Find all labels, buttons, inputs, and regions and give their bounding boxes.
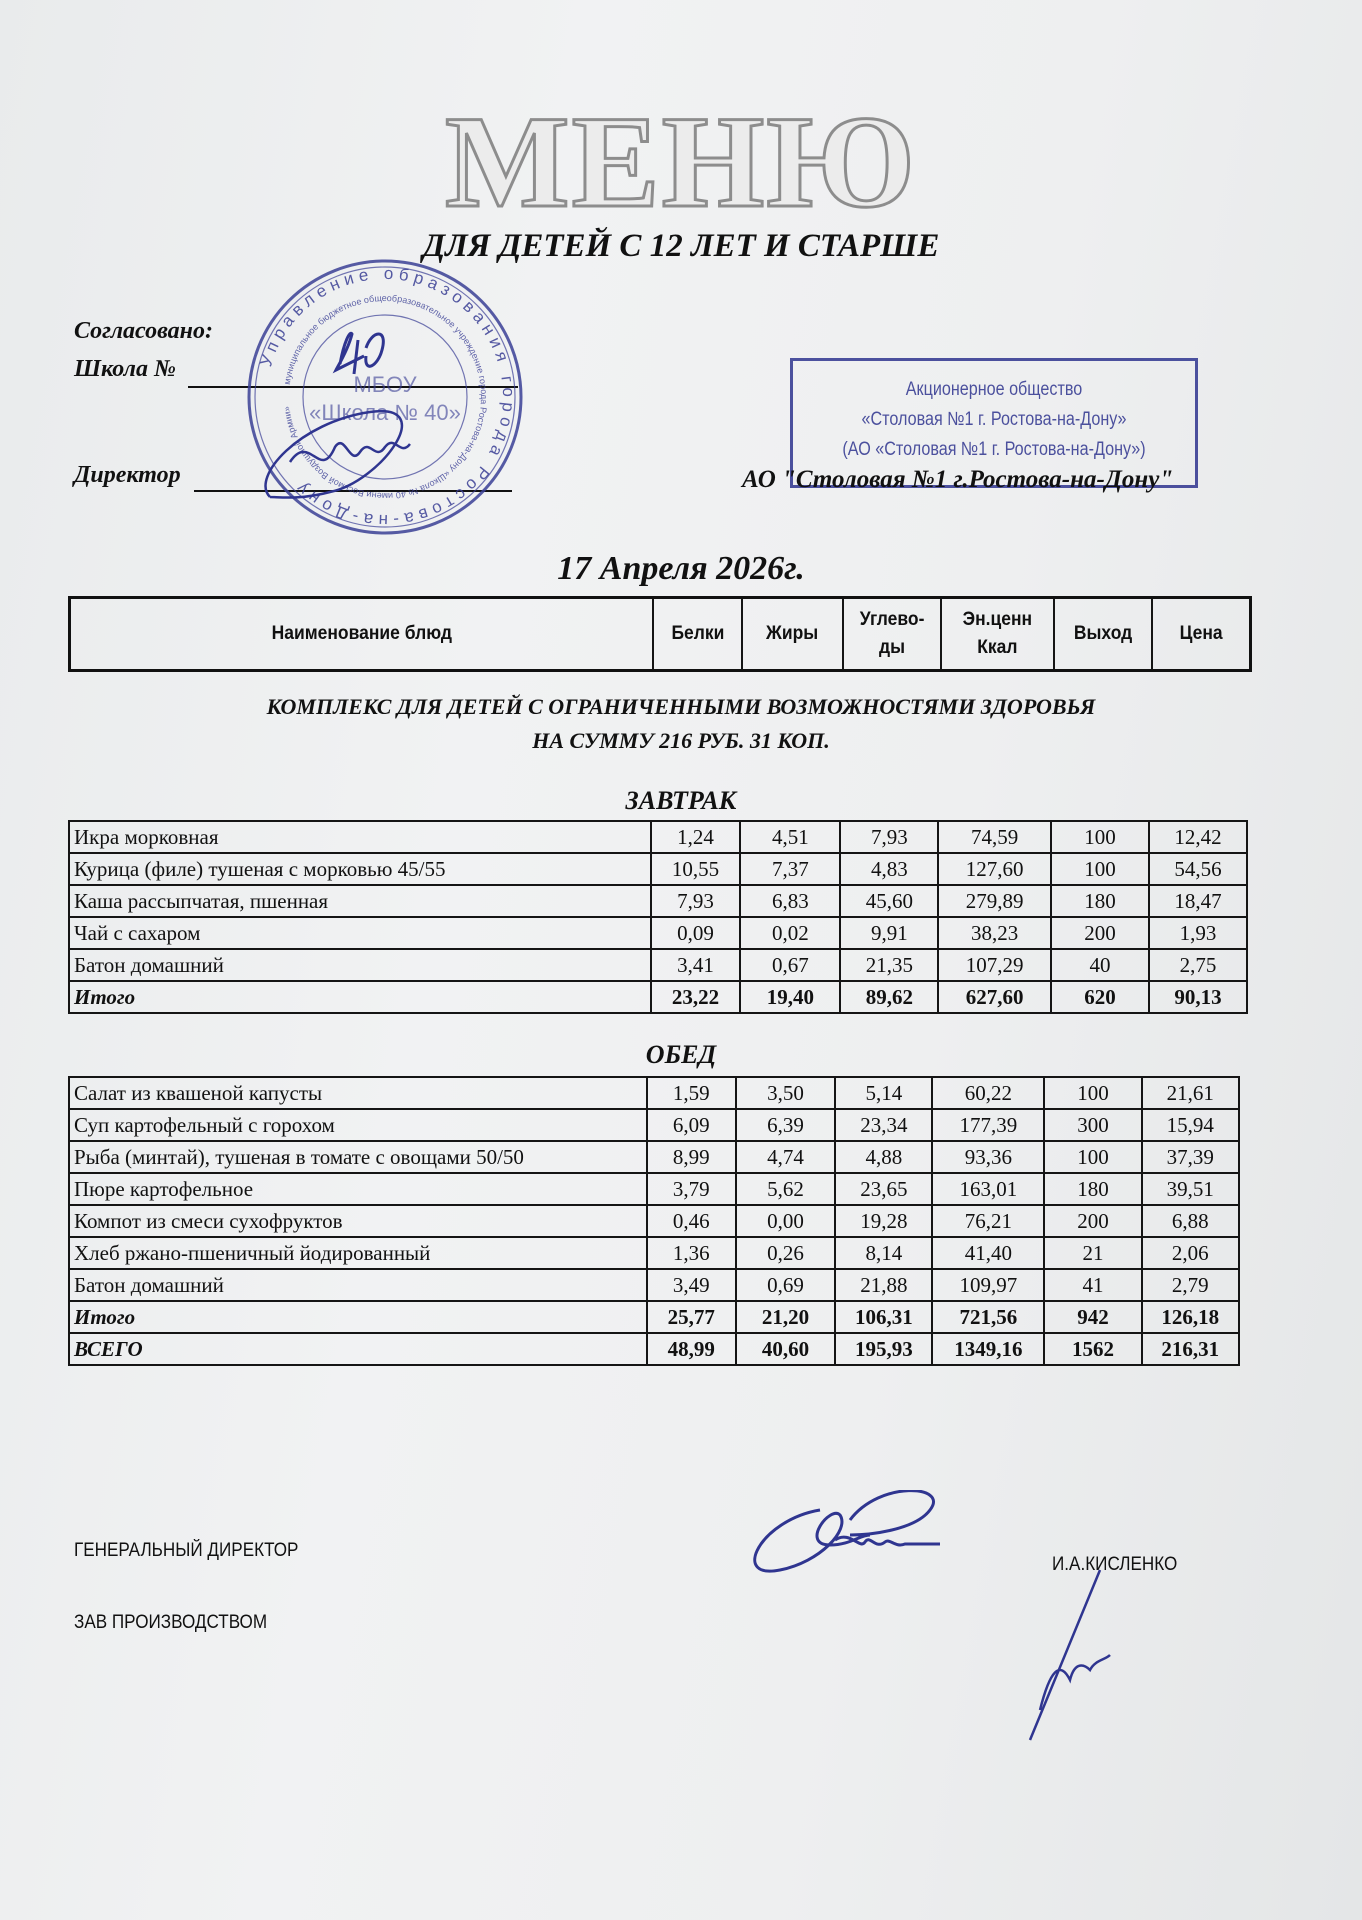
- dish-row: [69, 1237, 1239, 1269]
- dish-name: Итого: [69, 1301, 647, 1333]
- stamp-center-top: МБОУ: [353, 372, 417, 397]
- cell-protein: 3,41: [651, 949, 741, 981]
- breakfast-table: [68, 820, 1248, 1014]
- cell-kcal: 107,29: [938, 949, 1051, 981]
- cell-yield: 100: [1051, 853, 1149, 885]
- col-energy: [945, 598, 1049, 671]
- cell-price: 15,94: [1142, 1109, 1239, 1141]
- cell-carbs: 9,91: [840, 917, 938, 949]
- cell-yield: 200: [1044, 1205, 1141, 1237]
- cell-price: 18,47: [1149, 885, 1247, 917]
- cell-carbs: 21,35: [840, 949, 938, 981]
- col-yield: Выход: [1058, 598, 1148, 671]
- cell-fat: 3,50: [736, 1077, 835, 1109]
- dish-name: Батон домашний: [69, 1269, 647, 1301]
- dish-name: Батон домашний: [69, 949, 651, 981]
- cell-protein: 3,49: [647, 1269, 736, 1301]
- cell-protein: 7,93: [651, 885, 741, 917]
- school-label: Школа №: [74, 356, 176, 382]
- dish-row: [69, 1173, 1239, 1205]
- cell-kcal: 163,01: [932, 1173, 1044, 1205]
- total-row: [69, 1333, 1239, 1365]
- cell-kcal: 38,23: [938, 917, 1051, 949]
- dish-name: Рыба (минтай), тушеная в томате с овощами 50/50: [69, 1141, 647, 1173]
- cell-protein: 23,22: [651, 981, 741, 1013]
- col-carbs: [847, 598, 937, 671]
- dish-name: Икра морковная: [69, 821, 651, 853]
- cell-kcal: 76,21: [932, 1205, 1044, 1237]
- cell-protein: 48,99: [647, 1333, 736, 1365]
- stamp-outer-text: Управление образования города Ростова-на-Дону: [256, 263, 519, 531]
- cell-fat: 4,74: [736, 1141, 835, 1173]
- menu-subtitle: ДЛЯ ДЕТЕЙ С 12 ЛЕТ И СТАРШЕ: [422, 228, 940, 264]
- cell-protein: 8,99: [647, 1141, 736, 1173]
- supplier-stamp-line1: Акционерное общество: [905, 379, 1083, 400]
- cell-kcal: 74,59: [938, 821, 1051, 853]
- total-row: [69, 1301, 1239, 1333]
- lunch-title: ОБЕД: [645, 1040, 717, 1069]
- cell-kcal: 60,22: [932, 1077, 1044, 1109]
- cell-fat: 4,51: [740, 821, 840, 853]
- dish-name: Суп картофельный с горохом: [69, 1109, 647, 1141]
- cell-price: 2,06: [1142, 1237, 1239, 1269]
- cell-yield: 200: [1051, 917, 1149, 949]
- cell-price: 12,42: [1149, 821, 1247, 853]
- cell-yield: 620: [1051, 981, 1149, 1013]
- complex-title: КОМПЛЕКС ДЛЯ ДЕТЕЙ С ОГРАНИЧЕННЫМИ ВОЗМОЖНОСТЯМИ ЗДОРОВЬЯ: [266, 694, 1096, 719]
- general-director-label: ГЕНЕРАЛЬНЫЙ ДИРЕКТОР: [74, 1540, 299, 1561]
- cell-price: 54,56: [1149, 853, 1247, 885]
- cell-fat: 6,39: [736, 1109, 835, 1141]
- cell-price: 2,79: [1142, 1269, 1239, 1301]
- dish-row: [69, 1077, 1239, 1109]
- cell-price: 2,75: [1149, 949, 1247, 981]
- menu-header-table: [68, 596, 1252, 672]
- dish-row: [69, 1141, 1239, 1173]
- cell-price: 37,39: [1142, 1141, 1239, 1173]
- cell-yield: 180: [1044, 1173, 1141, 1205]
- handwritten-school-number: [336, 333, 383, 374]
- menu-title: МЕНЮ: [445, 88, 917, 235]
- dish-name: Курица (филе) тушеная с морковью 45/55: [69, 853, 651, 885]
- cell-fat: 21,20: [736, 1301, 835, 1333]
- cell-protein: 25,77: [647, 1301, 736, 1333]
- cell-carbs: 8,14: [835, 1237, 932, 1269]
- cell-price: 1,93: [1149, 917, 1247, 949]
- breakfast-title: ЗАВТРАК: [625, 786, 737, 815]
- dish-row: [69, 1109, 1239, 1141]
- cell-yield: 100: [1044, 1077, 1141, 1109]
- col-energy-line1: Эн.ценн: [962, 608, 1032, 630]
- cell-price: 126,18: [1142, 1301, 1239, 1333]
- supplier-name: АО "Столовая №1 г.Ростова-на-Дону": [742, 466, 1174, 493]
- cell-protein: 0,09: [651, 917, 741, 949]
- dish-name: Итого: [69, 981, 651, 1013]
- production-head-signature: [1000, 1560, 1200, 1750]
- col-dish-name: Наименование блюд: [93, 598, 630, 671]
- col-price: Цена: [1156, 598, 1247, 671]
- cell-carbs: 5,14: [835, 1077, 932, 1109]
- cell-price: 6,88: [1142, 1205, 1239, 1237]
- cell-protein: 0,46: [647, 1205, 736, 1237]
- cell-kcal: 177,39: [932, 1109, 1044, 1141]
- dish-name: Компот из смеси сухофруктов: [69, 1205, 647, 1237]
- dish-name: Салат из квашеной капусты: [69, 1077, 647, 1109]
- complex-sum: НА СУММУ 216 РУБ. 31 КОП.: [532, 728, 830, 753]
- dish-name: Каша рассыпчатая, пшенная: [69, 885, 651, 917]
- col-carbs-line1: Углево-: [859, 608, 925, 630]
- agreed-label: Согласовано:: [74, 318, 213, 344]
- dish-row: [69, 1269, 1239, 1301]
- col-fat: Жиры: [746, 598, 838, 671]
- dish-name: Хлеб ржано-пшеничный йодированный: [69, 1237, 647, 1269]
- cell-fat: 40,60: [736, 1333, 835, 1365]
- cell-protein: 6,09: [647, 1109, 736, 1141]
- col-carbs-line2: ды: [878, 637, 905, 658]
- cell-price: 39,51: [1142, 1173, 1239, 1205]
- lunch-table: [68, 1076, 1240, 1366]
- cell-carbs: 7,93: [840, 821, 938, 853]
- cell-protein: 10,55: [651, 853, 741, 885]
- dish-row: [69, 1205, 1239, 1237]
- cell-protein: 3,79: [647, 1173, 736, 1205]
- dish-row: [69, 821, 1247, 853]
- cell-carbs: 4,88: [835, 1141, 932, 1173]
- cell-fat: 0,67: [740, 949, 840, 981]
- dish-row: [69, 885, 1247, 917]
- school-stamp: [240, 252, 530, 542]
- cell-kcal: 109,97: [932, 1269, 1044, 1301]
- dish-name: Чай с сахаром: [69, 917, 651, 949]
- cell-fat: 5,62: [736, 1173, 835, 1205]
- cell-carbs: 21,88: [835, 1269, 932, 1301]
- dish-row: [69, 853, 1247, 885]
- cell-protein: 1,24: [651, 821, 741, 853]
- cell-yield: 40: [1051, 949, 1149, 981]
- cell-fat: 6,83: [740, 885, 840, 917]
- cell-yield: 300: [1044, 1109, 1141, 1141]
- cell-yield: 21: [1044, 1237, 1141, 1269]
- cell-carbs: 19,28: [835, 1205, 932, 1237]
- cell-yield: 1562: [1044, 1333, 1141, 1365]
- dish-name: ВСЕГО: [69, 1333, 647, 1365]
- cell-kcal: 127,60: [938, 853, 1051, 885]
- general-director-name: И.А.КИСЛЕНКО: [1052, 1554, 1178, 1575]
- total-row: [69, 981, 1247, 1013]
- dish-row: [69, 917, 1247, 949]
- stamp-inner-text: муниципальное бюджетное общеобразовательное учреждение города Ростова-на-Дону «Школа № 40 имени Восьмой Воздушной Армии»: [281, 292, 490, 502]
- cell-yield: 180: [1051, 885, 1149, 917]
- cell-price: 90,13: [1149, 981, 1247, 1013]
- cell-carbs: 4,83: [840, 853, 938, 885]
- cell-protein: 1,59: [647, 1077, 736, 1109]
- col-protein: Белки: [656, 598, 739, 671]
- menu-date: 17 Апреля 2026г.: [557, 550, 805, 587]
- cell-kcal: 721,56: [932, 1301, 1044, 1333]
- col-energy-line2: Ккал: [977, 637, 1018, 658]
- cell-carbs: 23,34: [835, 1109, 932, 1141]
- supplier-stamp-line2: «Столовая №1 г. Ростова-на-Дону»: [861, 409, 1127, 430]
- cell-fat: 7,37: [740, 853, 840, 885]
- cell-carbs: 106,31: [835, 1301, 932, 1333]
- cell-kcal: 41,40: [932, 1237, 1044, 1269]
- cell-protein: 1,36: [647, 1237, 736, 1269]
- dish-row: [69, 949, 1247, 981]
- cell-carbs: 23,65: [835, 1173, 932, 1205]
- cell-kcal: 627,60: [938, 981, 1051, 1013]
- cell-yield: 100: [1044, 1141, 1141, 1173]
- cell-kcal: 93,36: [932, 1141, 1044, 1173]
- cell-yield: 100: [1051, 821, 1149, 853]
- production-head-label: ЗАВ ПРОИЗВОДСТВОМ: [74, 1612, 268, 1633]
- stamp-center-bottom: «Школа № 40»: [309, 400, 461, 425]
- cell-price: 21,61: [1142, 1077, 1239, 1109]
- director-label: Директор: [74, 462, 181, 488]
- cell-fat: 0,00: [736, 1205, 835, 1237]
- cell-carbs: 89,62: [840, 981, 938, 1013]
- cell-carbs: 45,60: [840, 885, 938, 917]
- cell-fat: 19,40: [740, 981, 840, 1013]
- cell-fat: 0,69: [736, 1269, 835, 1301]
- cell-kcal: 279,89: [938, 885, 1051, 917]
- cell-kcal: 1349,16: [932, 1333, 1044, 1365]
- cell-price: 216,31: [1142, 1333, 1239, 1365]
- cell-yield: 41: [1044, 1269, 1141, 1301]
- cell-carbs: 195,93: [835, 1333, 932, 1365]
- cell-fat: 0,02: [740, 917, 840, 949]
- cell-yield: 942: [1044, 1301, 1141, 1333]
- dish-name: Пюре картофельное: [69, 1173, 647, 1205]
- supplier-stamp-line3: (АО «Столовая №1 г. Ростова-на-Дону»): [842, 439, 1146, 460]
- cell-fat: 0,26: [736, 1237, 835, 1269]
